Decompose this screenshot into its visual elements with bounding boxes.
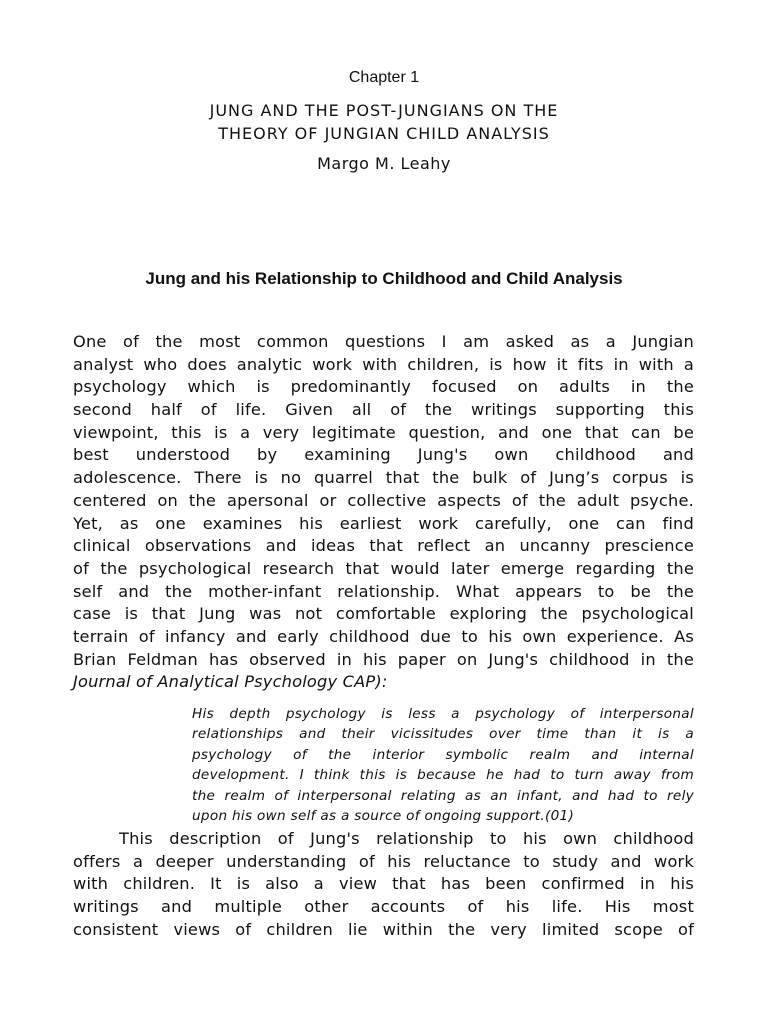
- chapter-label: Chapter 1: [348, 69, 420, 86]
- block-quote-line: relationships and their vicissitudes over time than it is a: [192, 726, 694, 743]
- block-quote-line: psychology of the interior symbolic realm and internal: [192, 746, 694, 763]
- block-quote-line: development. I think this is because he had to turn away from: [192, 767, 694, 784]
- paragraph-1-line: viewpoint, this is a very legitimate question, and one that can be: [73, 422, 694, 442]
- paragraph-2-line: This description of Jung's relationship to his own childhood: [119, 829, 694, 848]
- paragraph-1-line: One of the most common questions I am asked as a Jungian: [73, 332, 694, 351]
- paragraph-2-line: with children. It is also a view that has been confirmed in his: [73, 874, 694, 894]
- paragraph-1-line: of the psychological research that would later emerge regarding the: [73, 558, 694, 578]
- chapter-title: [0, 99, 768, 145]
- block-quote-line: the realm of interpersonal relating as an infant, and had to rely: [192, 787, 694, 804]
- paragraph-2-line: writings and multiple other accounts of his life. His most: [73, 897, 694, 917]
- paragraph-1: [73, 331, 694, 694]
- paragraph-1-line: analyst who does analytic work with children, is how it fits in with a: [73, 354, 694, 374]
- journal-citation: Journal of Analytical Psychology CAP):: [73, 672, 388, 692]
- paragraph-1-line: best understood by examining Jung's own childhood and: [73, 445, 694, 465]
- paragraph-1-line: case is that Jung was not comfortable exploring the psychological: [73, 604, 694, 624]
- block-quote: [192, 704, 694, 826]
- paragraph-1-line: second half of life. Given all of the writings supporting this: [73, 400, 694, 420]
- paragraph-1-line: Yet, as one examines his earliest work carefully, one can find: [73, 513, 694, 533]
- author-name: Margo M. Leahy: [317, 154, 451, 173]
- chapter-title-line-1: JUNG AND THE POST-JUNGIANS ON THE: [209, 101, 559, 120]
- block-quote-line: His depth psychology is less a psychology of interpersonal: [192, 706, 694, 722]
- paragraph-2: [73, 828, 694, 941]
- paragraph-2-line: consistent views of children lie within the very limited scope of: [73, 919, 694, 939]
- paragraph-2-line: offers a deeper understanding of his reluctance to study and work: [73, 851, 694, 871]
- paragraph-1-line: terrain of infancy and early childhood due to his own experience. As: [73, 626, 694, 646]
- chapter-title-line-2: THEORY OF JUNGIAN CHILD ANALYSIS: [218, 124, 550, 143]
- section-heading: Jung and his Relationship to Childhood and Child Analysis: [145, 269, 623, 288]
- paragraph-1-line: Brian Feldman has observed in his paper on Jung's childhood in the: [73, 649, 694, 669]
- paragraph-1-line: centered on the apersonal or collective aspects of the adult psyche.: [73, 490, 694, 510]
- paragraph-1-line: self and the mother-infant relationship. What appears to be the: [73, 581, 694, 601]
- paragraph-1-line: clinical observations and ideas that reflect an uncanny prescience: [73, 536, 694, 556]
- paragraph-1-line: adolescence. There is no quarrel that the bulk of Jung’s corpus is: [73, 468, 694, 488]
- paragraph-1-line: psychology which is predominantly focused on adults in the: [73, 377, 694, 397]
- block-quote-line: upon his own self as a source of ongoing support.(01): [192, 807, 575, 824]
